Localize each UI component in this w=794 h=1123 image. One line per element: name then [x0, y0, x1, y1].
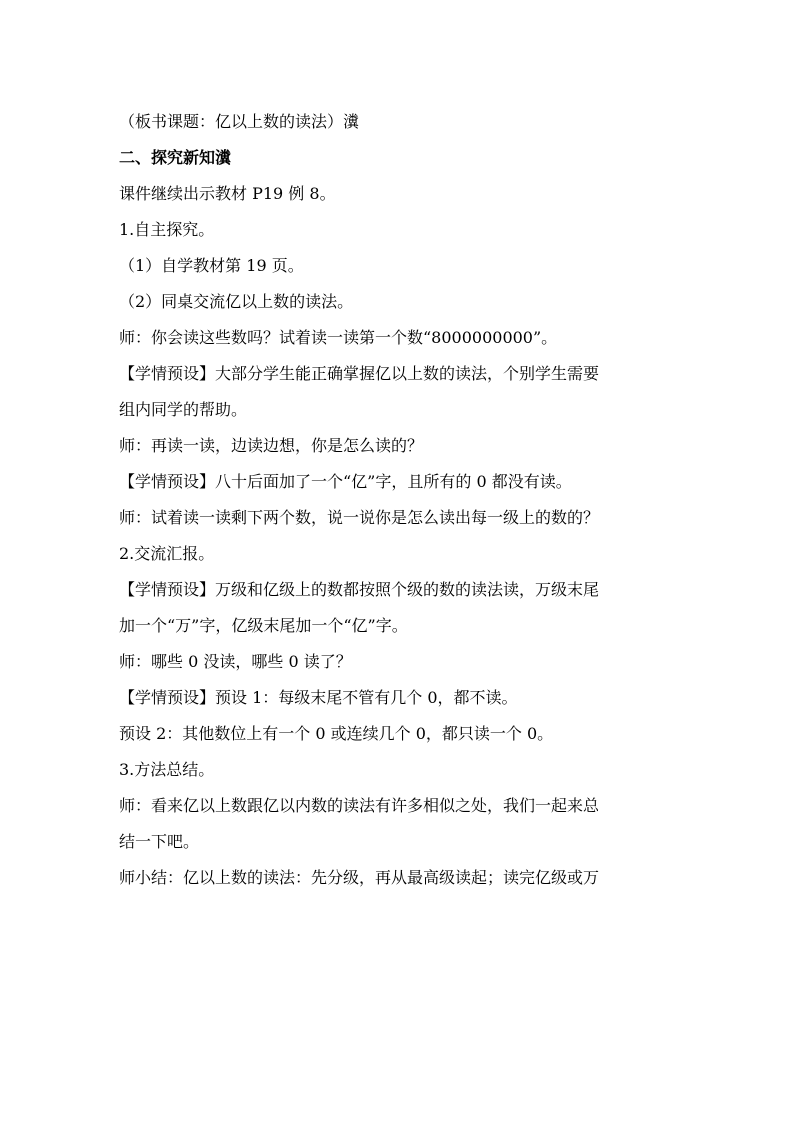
text-line-5: （1）自学教材第 19 页。	[119, 256, 304, 275]
document-body	[119, 104, 679, 896]
section-heading: 二、探究新知瀵	[119, 148, 232, 167]
text-line-10: 师：再读一读，边读边想，你是怎么读的？	[119, 436, 424, 455]
text-line-7: 师：你会读这些数吗？试着读一读第一个数“8000000000”。	[119, 328, 558, 347]
text-line-20: 师：看来亿以上数跟亿以内数的读法有许多相似之处，我们一起来总	[119, 796, 600, 815]
text-line-14: 【学情预设】万级和亿级上的数都按照个级的数的读法读，万级末尾	[119, 580, 600, 599]
text-line-17: 【学情预设】预设 1：每级末尾不管有几个 0，都不读。	[119, 688, 518, 707]
text-line-19: 3.方法总结。	[119, 760, 215, 779]
text-line-21: 结一下吧。	[119, 832, 200, 851]
text-line-15: 加一个“万”字，亿级末尾加一个“亿”字。	[119, 616, 408, 635]
text-line-18: 预设 2：其他数位上有一个 0 或连续几个 0，都只读一个 0。	[119, 724, 554, 743]
text-line-11: 【学情预设】八十后面加了一个“亿”字，且所有的 0 都没有读。	[119, 472, 572, 491]
text-line-16: 师：哪些 0 没读，哪些 0 读了？	[119, 652, 352, 671]
text-line-3: 课件继续出示教材 P19 例 8。	[119, 184, 336, 203]
text-line-12: 师：试着读一读剩下两个数，说一说你是怎么读出每一级上的数的？	[119, 508, 600, 527]
text-line-8: 【学情预设】大部分学生能正确掌握亿以上数的读法，个别学生需要	[119, 364, 600, 383]
text-line-22: 师小结：亿以上数的读法：先分级，再从最高级读起；读完亿级或万	[119, 868, 600, 887]
text-line-4: 1.自主探究。	[119, 220, 215, 239]
text-line-6: （2）同桌交流亿以上数的读法。	[119, 292, 354, 311]
text-line-1: （板书课题：亿以上数的读法）瀵	[119, 112, 360, 131]
text-line-9: 组内同学的帮助。	[119, 400, 248, 419]
text-line-13: 2.交流汇报。	[119, 544, 215, 563]
